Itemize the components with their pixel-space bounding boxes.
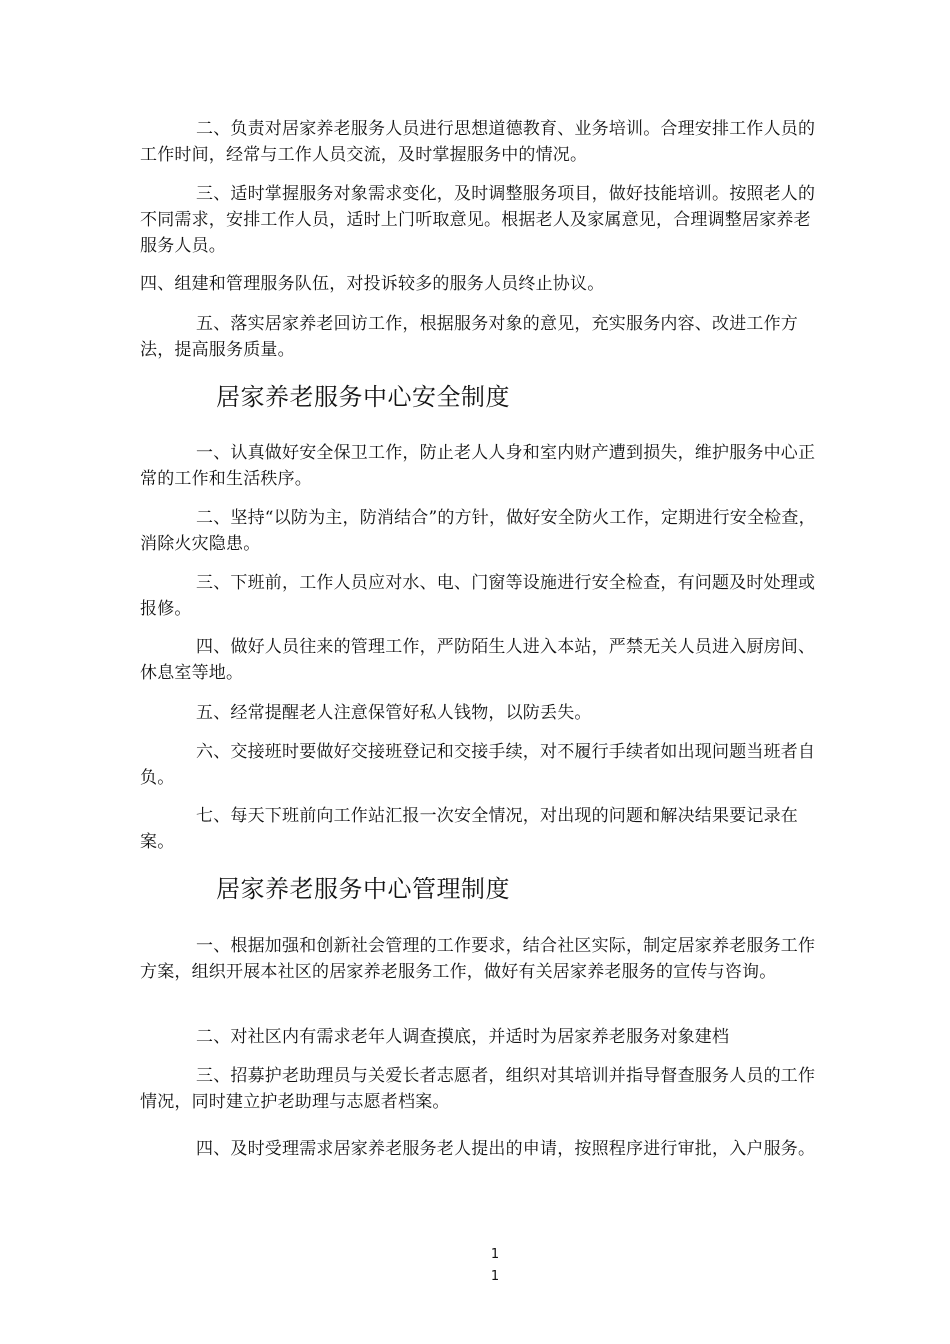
page-number: 1 — [490, 1247, 500, 1262]
management-item-1: 一、根据加强和创新社会管理的工作要求，结合社区实际，制定居家养老服务工作方案，组织开展本社区的居家养老服务工作，做好有关居家养老服务的宣传与咨询。 — [140, 936, 816, 982]
safety-item-3: 三、下班前，工作人员应对水、电、门窗等设施进行安全检查，有问题及时处理或报修。 — [140, 573, 816, 619]
paragraph-item-4: 四、组建和管理服务队伍，对投诉较多的服务人员终止协议。 — [140, 274, 605, 294]
safety-item-7: 七、每天下班前向工作站汇报一次安全情况，对出现的问题和解决结果要记录在案。 — [140, 806, 798, 852]
management-item-2: 二、对社区内有需求老年人调查摸底，并适时为居家养老服务对象建档 — [196, 1027, 730, 1047]
paragraph-item-3: 三、适时掌握服务对象需求变化，及时调整服务项目，做好技能培训。按照老人的不同需求，安排工作人员，适时上门听取意见。根据老人及家属意见，合理调整居家养老服务人员。 — [140, 184, 816, 256]
safety-item-2: 二、坚持“以防为主，防消结合”的方针，做好安全防火工作，定期进行安全检查，消除火灾隐患。 — [140, 508, 816, 554]
section-heading-safety: 居家养老服务中心安全制度 — [216, 383, 510, 411]
page-number-secondary: 1 — [490, 1269, 500, 1284]
management-item-3: 三、招募护老助理员与关爱长者志愿者，组织对其培训并指导督查服务人员的工作情况，同时建立护老助理与志愿者档案。 — [140, 1066, 816, 1112]
section-heading-management: 居家养老服务中心管理制度 — [216, 875, 510, 903]
safety-item-5: 五、经常提醒老人注意保管好私人钱物，以防丢失。 — [196, 703, 592, 723]
paragraph-item-2: 二、负责对居家养老服务人员进行思想道德教育、业务培训。合理安排工作人员的工作时间，经常与工作人员交流，及时掌握服务中的情况。 — [140, 119, 816, 165]
paragraph-item-5: 五、落实居家养老回访工作，根据服务对象的意见，充实服务内容、改进工作方法，提高服务质量。 — [140, 314, 798, 360]
safety-item-4: 四、做好人员往来的管理工作，严防陌生人进入本站，严禁无关人员进入厨房间、休息室等地。 — [140, 637, 816, 683]
management-item-4: 四、及时受理需求居家养老服务老人提出的申请，按照程序进行审批，入户服务。 — [196, 1139, 816, 1159]
safety-item-6: 六、交接班时要做好交接班登记和交接手续，对不履行手续者如出现问题当班者自负。 — [140, 742, 816, 788]
safety-item-1: 一、认真做好安全保卫工作，防止老人人身和室内财产遭到损失，维护服务中心正常的工作和生活秩序。 — [140, 443, 816, 489]
